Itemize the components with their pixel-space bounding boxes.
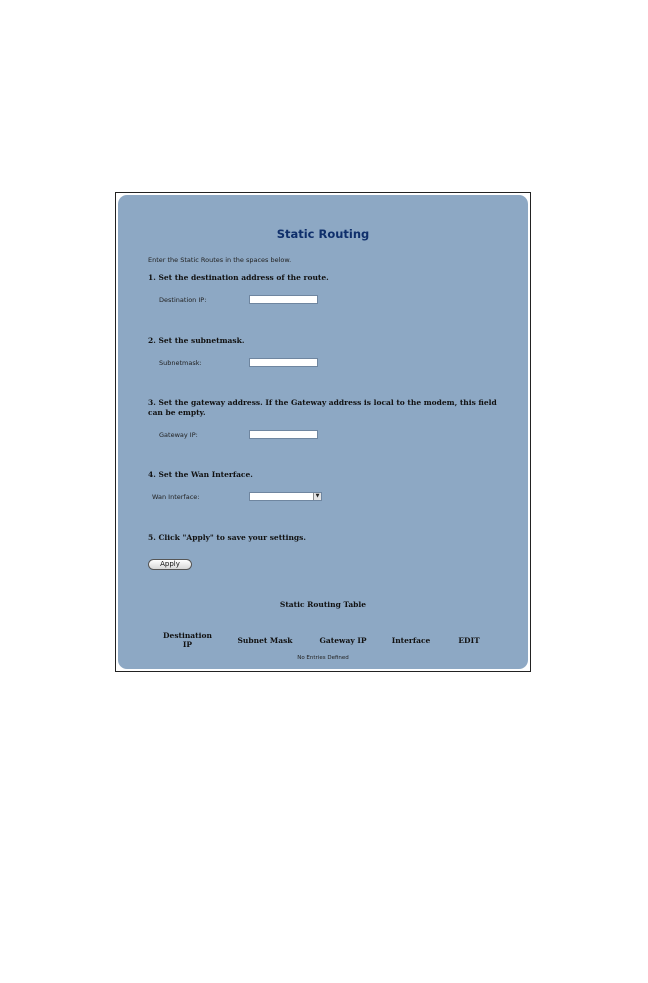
page-title: Static Routing — [276, 227, 370, 241]
step-5-heading: 5. Click "Apply" to save your settings. — [148, 533, 307, 542]
destination-ip-input[interactable] — [249, 295, 318, 304]
step-4-heading: 4. Set the Wan Interface. — [148, 470, 253, 479]
table-empty-message: No Entries Defined — [297, 655, 349, 661]
dropdown-arrow-icon[interactable]: ▼ — [313, 493, 321, 500]
step-2-heading: 2. Set the subnetmask. — [148, 336, 245, 345]
wan-interface-select[interactable] — [249, 492, 322, 501]
wan-interface-label: Wan Interface: — [152, 493, 200, 501]
subnetmask-label: Subnetmask: — [159, 359, 202, 367]
column-header-destination-ip: Destination IP — [163, 631, 212, 649]
static-routing-panel — [118, 195, 528, 669]
gateway-ip-label: Gateway IP: — [159, 431, 198, 439]
router-config-frame — [115, 192, 531, 672]
destination-ip-label: Destination IP: — [159, 296, 207, 304]
column-header-interface: Interface — [391, 636, 431, 645]
subnetmask-input[interactable] — [249, 358, 318, 367]
static-routing-table-title: Static Routing Table — [279, 600, 367, 609]
column-header-subnet-mask: Subnet Mask — [237, 636, 293, 645]
column-header-edit: EDIT — [458, 636, 480, 645]
step-1-heading: 1. Set the destination address of the route. — [148, 273, 329, 282]
step-3-heading: 3. Set the gateway address. If the Gateway address is local to the modem, this field can be empty. — [148, 398, 497, 417]
column-header-gateway-ip: Gateway IP — [319, 636, 367, 645]
intro-text: Enter the Static Routes in the spaces below. — [148, 256, 292, 264]
apply-button[interactable]: Apply — [148, 559, 192, 570]
gateway-ip-input[interactable] — [249, 430, 318, 439]
